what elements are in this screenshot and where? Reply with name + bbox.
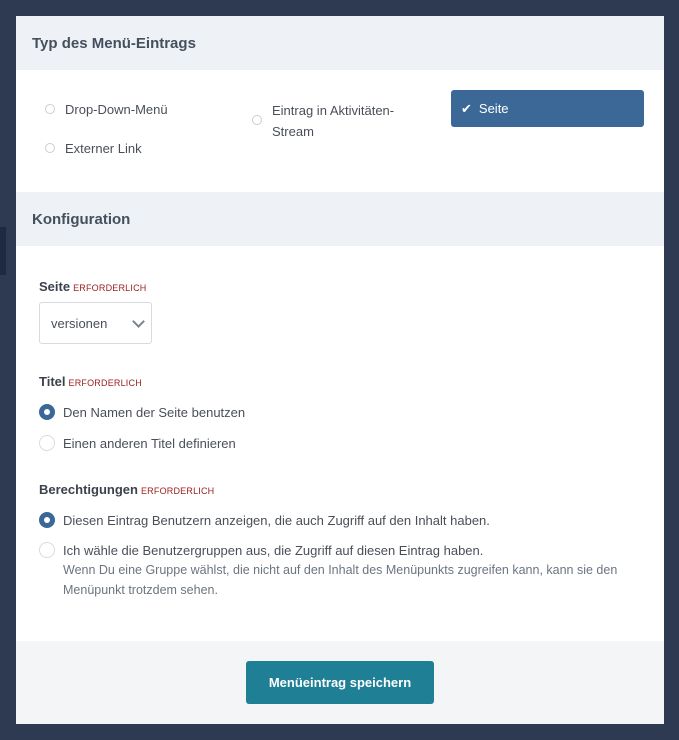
radio-title-page-name[interactable] [39, 404, 55, 420]
page-field-label [39, 279, 641, 294]
activity-stream-label-line2: Stream [272, 124, 314, 139]
option-external-link-label: Externer Link [65, 141, 142, 156]
radio-activity-stream[interactable] [252, 115, 262, 125]
option-page-label: Seite [478, 101, 509, 116]
title-field [39, 374, 641, 453]
activity-stream-label-line1: Eintrag in Aktivitäten- [272, 103, 395, 118]
page-field [39, 246, 641, 344]
dialog-footer [16, 641, 664, 724]
config-section-title: Konfiguration [32, 210, 131, 228]
radio-permission-content-access[interactable] [39, 512, 55, 528]
option-page-selected[interactable] [451, 90, 644, 127]
radio-external-link[interactable] [45, 143, 55, 153]
required-badge: ERFORDERLICH [68, 378, 142, 388]
permission-option-content [63, 541, 617, 600]
required-badge: ERFORDERLICH [73, 283, 147, 293]
title-option-label: Den Namen der Seite benutzen [63, 405, 246, 420]
background-tab [0, 227, 6, 275]
menu-entry-dialog [16, 16, 664, 724]
title-field-label [39, 374, 641, 389]
permission-option-user-groups[interactable] [39, 541, 641, 600]
title-label-text: Titel [39, 374, 66, 389]
page-select[interactable] [39, 302, 152, 344]
config-body [16, 246, 664, 600]
permissions-label-text: Berechtigungen [39, 482, 138, 497]
title-option-label: Einen anderen Titel definieren [63, 436, 236, 451]
chevron-down-icon [132, 315, 145, 328]
page-select-value: versionen [51, 315, 108, 331]
permission-hint-line1: Wenn Du eine Gruppe wählst, die nicht auf den Inhalt des Menüpunkts zugreifen kann, kann sie den [63, 563, 618, 577]
permissions-field-label [39, 482, 641, 497]
permission-option-label: Ich wähle die Benutzergruppen aus, die Zugriff auf diesen Eintrag haben. [63, 543, 484, 558]
permission-hint-line2: Menüpunkt trotzdem sehen. [63, 583, 218, 597]
option-external-link[interactable] [45, 138, 142, 159]
title-option-page-name[interactable] [39, 403, 641, 422]
radio-title-custom[interactable] [39, 435, 55, 451]
option-dropdown-menu[interactable] [45, 99, 168, 120]
option-activity-stream-label [272, 100, 394, 142]
config-section-header [16, 192, 664, 246]
page-label-text: Seite [39, 279, 71, 294]
radio-dropdown-menu[interactable] [45, 104, 55, 114]
permission-option-content-access[interactable] [39, 511, 641, 530]
option-activity-stream[interactable] [252, 100, 394, 142]
check-icon: ✔ [461, 100, 472, 116]
permission-option-label: Diesen Eintrag Benutzern anzeigen, die auch Zugriff auf den Inhalt haben. [63, 513, 490, 528]
save-menu-entry-button[interactable]: Menüeintrag speichern [246, 661, 434, 704]
type-section-title: Typ des Menü-Eintrags [32, 34, 196, 52]
type-options [16, 70, 664, 192]
option-dropdown-menu-label: Drop-Down-Menü [65, 102, 168, 117]
type-section-header [16, 16, 664, 70]
permissions-field [39, 482, 641, 600]
title-option-custom[interactable] [39, 434, 641, 453]
radio-permission-user-groups[interactable] [39, 542, 55, 558]
required-badge: ERFORDERLICH [140, 486, 215, 496]
